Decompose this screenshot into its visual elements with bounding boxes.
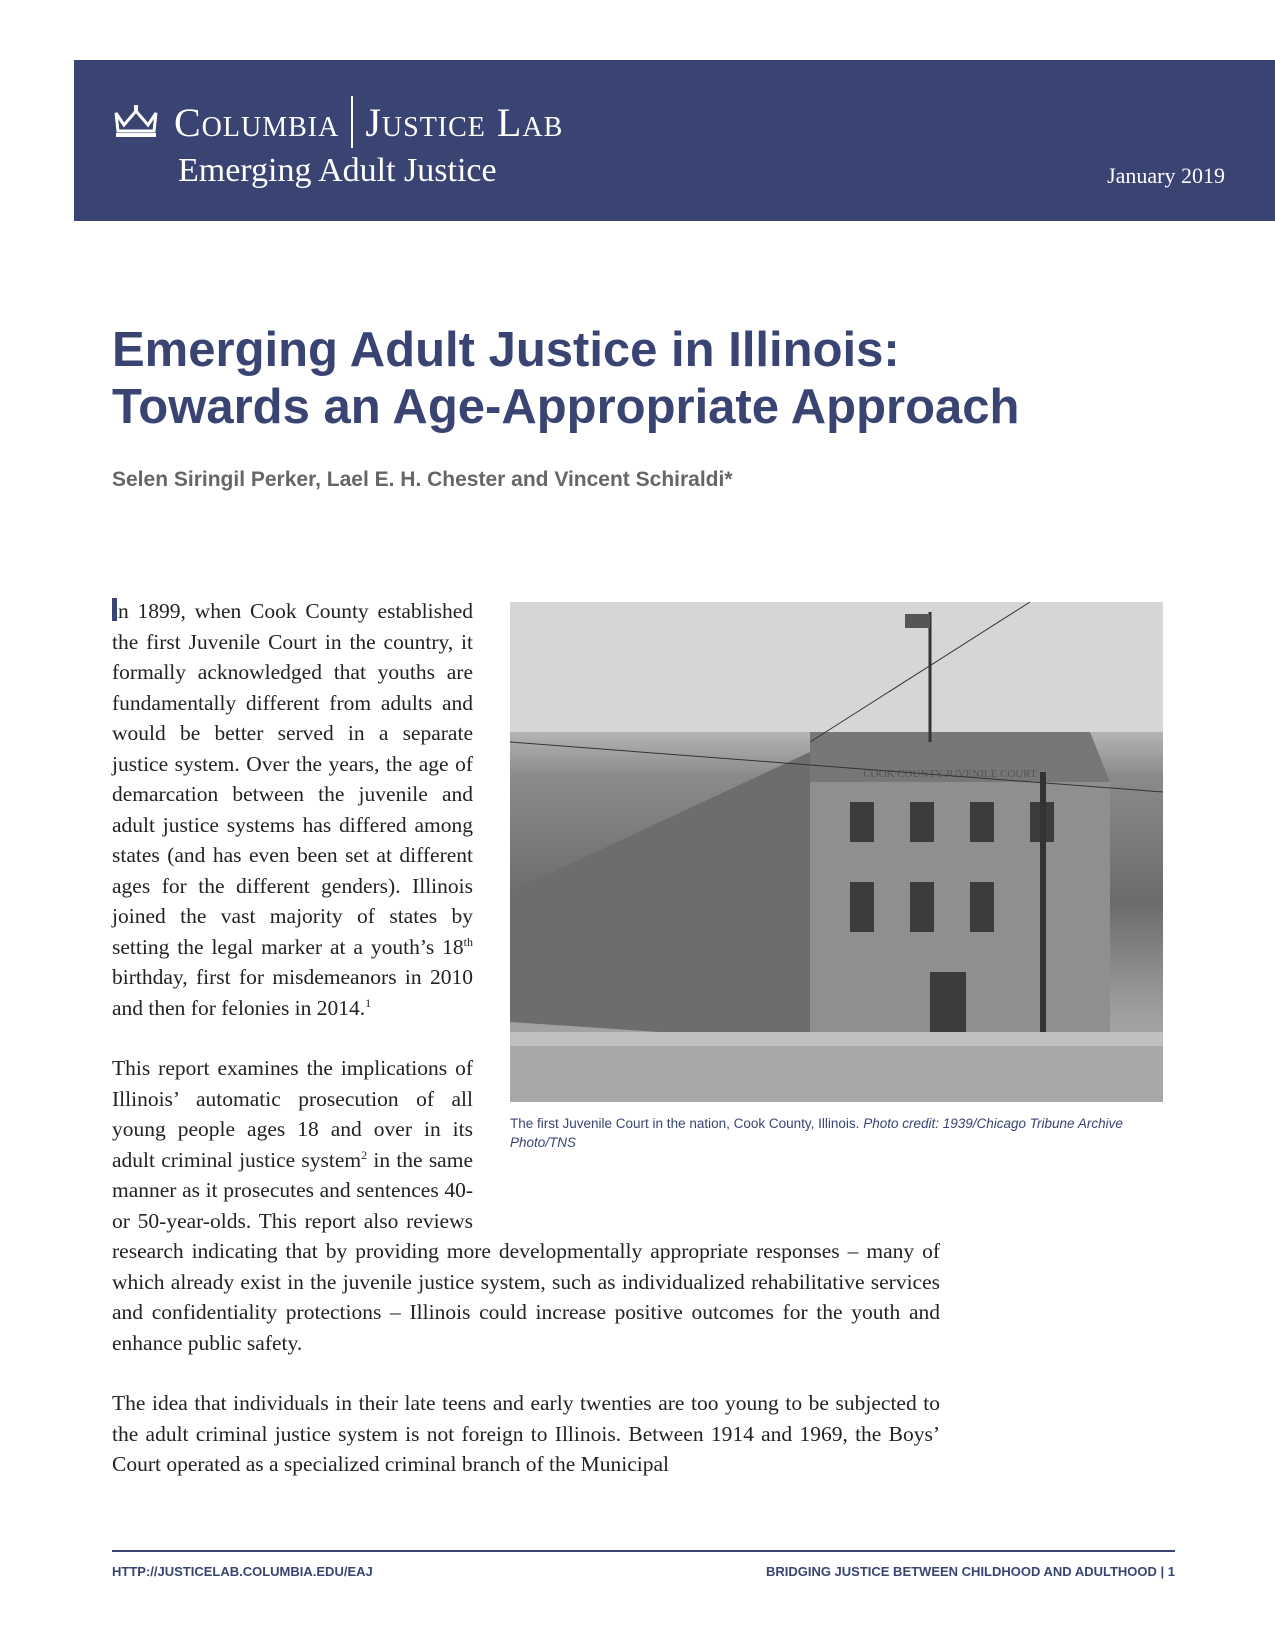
columbia-justice-lab-logo xyxy=(112,96,563,148)
paragraph-2-text-end: in the same manner as it prosecutes and sentences 40- or 50-year-olds. This report also reviews research indicating that by providing more developmentally appropriate responses – many of which already exist in the juvenile justice system, such as individualized rehabilitative services and confidentiality protections – Illinois could increase positive outcomes for the youth and enhance public safety. xyxy=(112,1147,940,1355)
logo-justice-lab: Justice Lab xyxy=(365,99,564,145)
report-header xyxy=(74,60,1275,221)
ordinal-suffix: th xyxy=(463,934,473,949)
footer-tagline: BRIDGING JUSTICE BETWEEN CHILDHOOD AND ADULTHOOD | 1 xyxy=(765,1564,1175,1579)
authors: Selen Siringil Perker, Lael E. H. Chester and Vincent Schiraldi* xyxy=(112,468,733,491)
body-text xyxy=(112,596,1123,1510)
publication-date: January 2019 xyxy=(1107,163,1225,188)
logo-divider xyxy=(351,96,353,148)
paragraph-1-text-end: birthday, first for misdemeanors in 2010 and then for felonies in 2014. xyxy=(112,965,473,1020)
page-title xyxy=(112,322,1019,436)
series-name: Emerging Adult Justice xyxy=(178,152,497,189)
figure xyxy=(510,602,1163,1214)
building-sign: COOK COUNTY JUVENILE COURT xyxy=(863,768,1037,780)
crown-icon xyxy=(112,105,160,139)
juvenile-court-photo xyxy=(510,602,1163,1102)
paragraph-3: The idea that individuals in their late teens and early twenties are too young to be subjected to the adult criminal justice system is not foreign to Illinois. Between 1914 and 1969, the Boys’ Court operated as a specialized criminal branch of the Municipal xyxy=(112,1391,940,1476)
footnote-ref-2[interactable]: 2 xyxy=(361,1147,368,1162)
footnote-ref-1[interactable]: 1 xyxy=(365,995,372,1010)
caption-text: The first Juvenile Court in the nation, Cook County, Illinois. xyxy=(510,1116,860,1131)
paragraph-1-text: n 1899, when Cook County established the first Juvenile Court in the country, it formally acknowledged that youths are fundamentally different from adults and would be better served in a separate justice system. Over the years, the age of demarcation between the juvenile and adult justice systems has differed among states (and has even been set at different ages for the different genders). Illinois joined the vast majority of states by setting the legal marker at a youth’s 18 xyxy=(112,599,473,959)
figure-caption xyxy=(510,1114,1163,1152)
logo-columbia: Columbia xyxy=(174,99,340,145)
paragraph-2-text: This report examines the implications of Illinois’ automatic prosecution of all young people ages 18 and over in its adult criminal justice system xyxy=(112,1056,473,1172)
title-line-1: Emerging Adult Justice in Illinois: xyxy=(112,323,900,377)
photo-credit: Photo credit: 1939/Chicago Tribune Archive Photo/TNS xyxy=(510,1116,1123,1150)
drop-cap-bar xyxy=(112,598,117,621)
title-line-2: Towards an Age-Appropriate Approach xyxy=(112,380,1020,434)
footer-divider xyxy=(112,1550,1175,1552)
building-image xyxy=(510,602,1163,1102)
footer-url[interactable]: HTTP://JUSTICELAB.COLUMBIA.EDU/EAJ xyxy=(112,1564,373,1579)
